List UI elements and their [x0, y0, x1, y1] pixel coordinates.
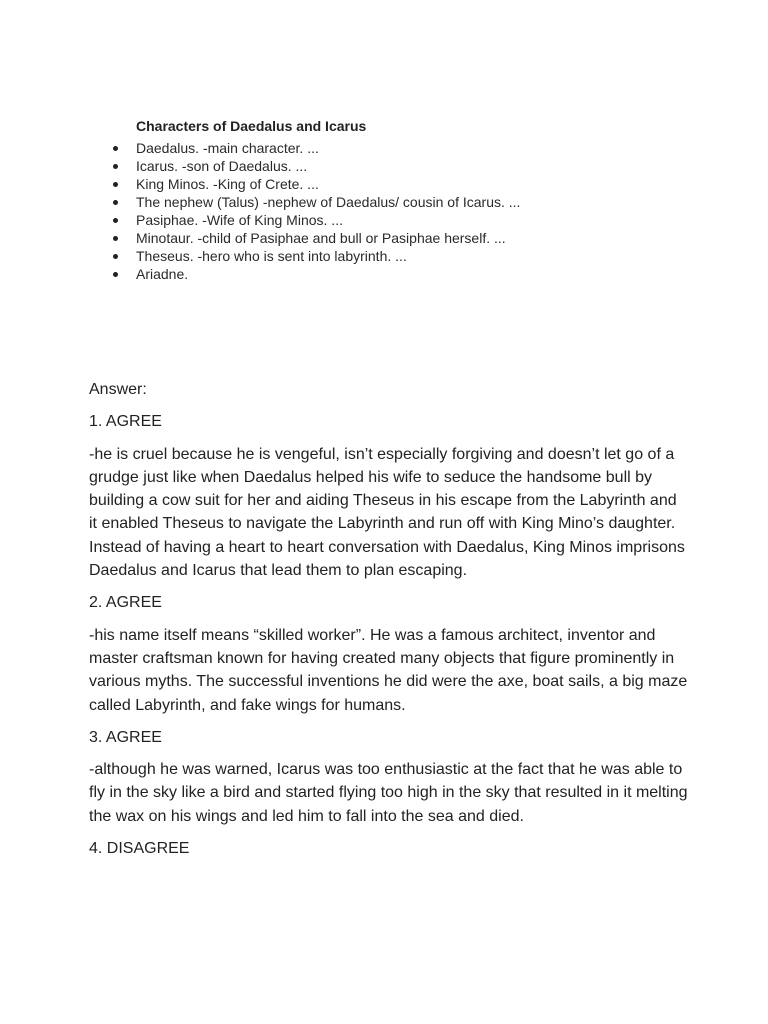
- list-item: [113, 157, 713, 175]
- answer-3-text: -although he was warned, Icarus was too enthusiastic at the fact that he was able to fly in the sky like a bird and started flying too high in the sky that resulted in it melting the wax on his wings and led him to fall into the sea and died.: [89, 761, 688, 825]
- list-item-text: King Minos. -King of Crete. ...: [136, 176, 319, 192]
- answer-1-label: 1. AGREE: [89, 413, 162, 431]
- list-item: [113, 265, 713, 283]
- list-item-text: Daedalus. -main character. ...: [136, 140, 319, 156]
- list-item-text: Theseus. -hero who is sent into labyrinth. ...: [136, 248, 407, 264]
- bullet-icon: [113, 236, 118, 241]
- bullet-icon: [113, 254, 118, 259]
- bullet-icon: [113, 182, 118, 187]
- answer-4-label: 4. DISAGREE: [89, 840, 190, 858]
- bullet-icon: [113, 164, 118, 169]
- list-item-text: Minotaur. -child of Pasiphae and bull or Pasiphae herself. ...: [136, 230, 506, 246]
- answer-2-text: -his name itself means “skilled worker”. He was a famous architect, inventor and master craftsman known for having created many objects that figure prominently in various myths. The successful inventions he did were the axe, boat sails, a big maze called Labyrinth, and fake wings for humans.: [89, 626, 688, 714]
- list-item: [113, 247, 713, 265]
- answer-heading: Answer:: [89, 381, 147, 398]
- bullet-icon: [113, 200, 118, 205]
- list-item: [113, 229, 713, 247]
- answer-3-label: 3. AGREE: [89, 728, 162, 746]
- bullet-icon: [113, 146, 118, 151]
- list-item: [113, 175, 713, 193]
- characters-list: [113, 139, 713, 283]
- list-item-text: Pasiphae. -Wife of King Minos. ...: [136, 212, 343, 228]
- characters-title: Characters of Daedalus and Icarus: [136, 118, 367, 134]
- answer-2-label: 2. AGREE: [89, 594, 162, 612]
- list-item-text: Ariadne.: [136, 266, 189, 282]
- list-item: [113, 211, 713, 229]
- list-item-text: The nephew (Talus) -nephew of Daedalus/ cousin of Icarus. ...: [136, 194, 521, 210]
- characters-section: [113, 117, 713, 283]
- bullet-icon: [113, 272, 118, 277]
- answer-1-text: -he is cruel because he is vengeful, isn’t especially forgiving and doesn’t let go of a grudge just like when Daedalus helped his wife to seduce the handsome bull by building a cow suit for her and aiding Theseus in his escape from the Labyrinth and it enabled Theseus to navigate the Labyrinth and run off with King Mino’s daughter. Instead of having a heart to heart conversation with Daedalus, King Minos imprisons Daedalus and Icarus that lead them to plan escaping.: [89, 445, 685, 580]
- list-item: [113, 139, 713, 157]
- bullet-icon: [113, 218, 118, 223]
- list-item: [113, 193, 713, 211]
- list-item-text: Icarus. -son of Daedalus. ...: [136, 158, 308, 174]
- answers-section: [89, 378, 689, 869]
